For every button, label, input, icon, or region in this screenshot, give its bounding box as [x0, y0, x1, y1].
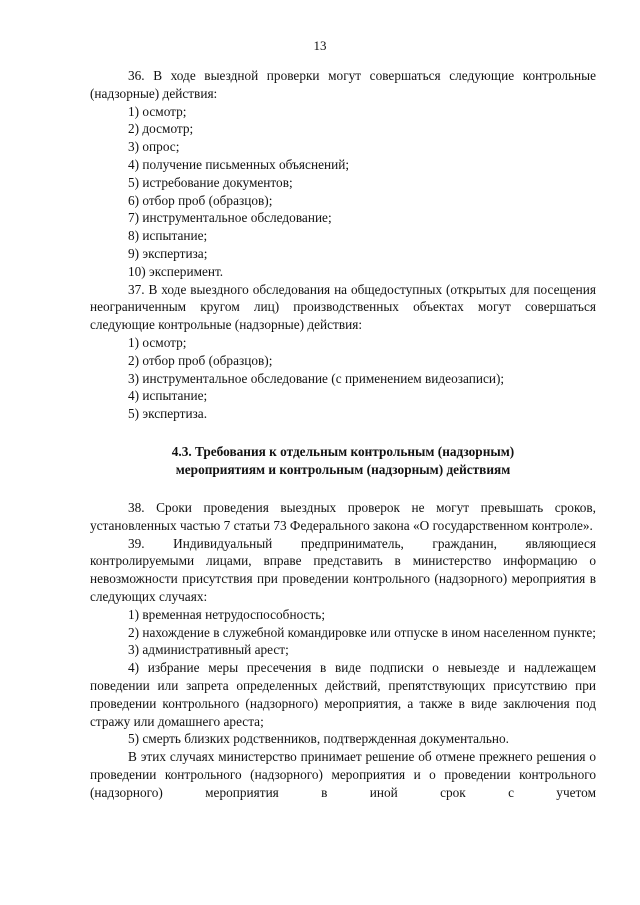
list-item: 1) осмотр; — [128, 103, 187, 119]
list-item: 5) смерть близких родственников, подтвержденная документально. — [128, 731, 509, 747]
section-heading-line-1: 4.3. Требования к отдельным контрольным (надзорным) — [171, 443, 515, 459]
list-item: 4) получение письменных объяснений; — [128, 156, 350, 172]
paragraph-37: 37. В ходе выездного обследования на общедоступных (открытых для посещения неограниченным кругом лиц) производственных объектах могут совершаться следующие контрольные (надзорные) действия: — [90, 281, 596, 333]
list-item: 2) нахождение в служебной командировке или отпуске в ином населенном пункте; — [128, 624, 596, 640]
list-item: 2) досмотр; — [128, 121, 194, 137]
list-item: 5) экспертиза. — [128, 406, 208, 422]
paragraph-38: 38. Сроки проведения выездных проверок не могут превышать сроков, установленных частью 7 статьи 73 Федерального закона «О государственном контроле». — [90, 499, 596, 533]
page-number: 13 — [313, 38, 327, 53]
list-item: 3) инструментальное обследование (с применением видеозаписи); — [128, 370, 505, 386]
list-item: 9) экспертиза; — [128, 245, 208, 261]
paragraph-36: 36. В ходе выездной проверки могут совершаться следующие контрольные (надзорные) действия: — [90, 68, 596, 101]
paragraph-39-closing: В этих случаях министерство принимает решение об отмене прежнего решения о проведении контрольного (надзорного) мероприятия и о проведении контрольного (надзорного) мероприятия в иной срок с учетом — [90, 749, 596, 800]
list-item: 4) избрание меры пресечения в виде подписки о невыезде и надлежащем поведении или запрета определенных действий, препятствующих присутствию при проведении контрольного (надзорного) мероприятия, а также в виде заключения под стражу или домашнего ареста; — [90, 660, 596, 729]
paragraph-39: 39. Индивидуальный предприниматель, гражданин, являющиеся контролируемыми лицами, вправе представить в министерство информацию о невозможности присутствия при проведении контрольного (надзорного) мероприятия в следующих случаях: — [90, 535, 596, 604]
list-item: 3) административный арест; — [128, 642, 289, 658]
list-item: 4) испытание; — [128, 388, 208, 404]
list-item: 7) инструментальное обследование; — [128, 210, 332, 226]
list-item: 3) опрос; — [128, 139, 180, 155]
section-heading — [90, 443, 596, 480]
list-item: 6) отбор проб (образцов); — [128, 192, 273, 208]
document-body — [90, 67, 596, 801]
list-item: 2) отбор проб (образцов); — [128, 352, 273, 368]
section-heading-line-2: мероприятиям и контрольным (надзорным) действиям — [175, 462, 511, 478]
list-item: 1) осмотр; — [128, 334, 187, 350]
list-item: 1) временная нетрудоспособность; — [128, 606, 326, 622]
list-item: 8) испытание; — [128, 228, 208, 244]
list-item: 5) истребование документов; — [128, 174, 293, 190]
list-item: 10) эксперимент. — [128, 263, 224, 279]
